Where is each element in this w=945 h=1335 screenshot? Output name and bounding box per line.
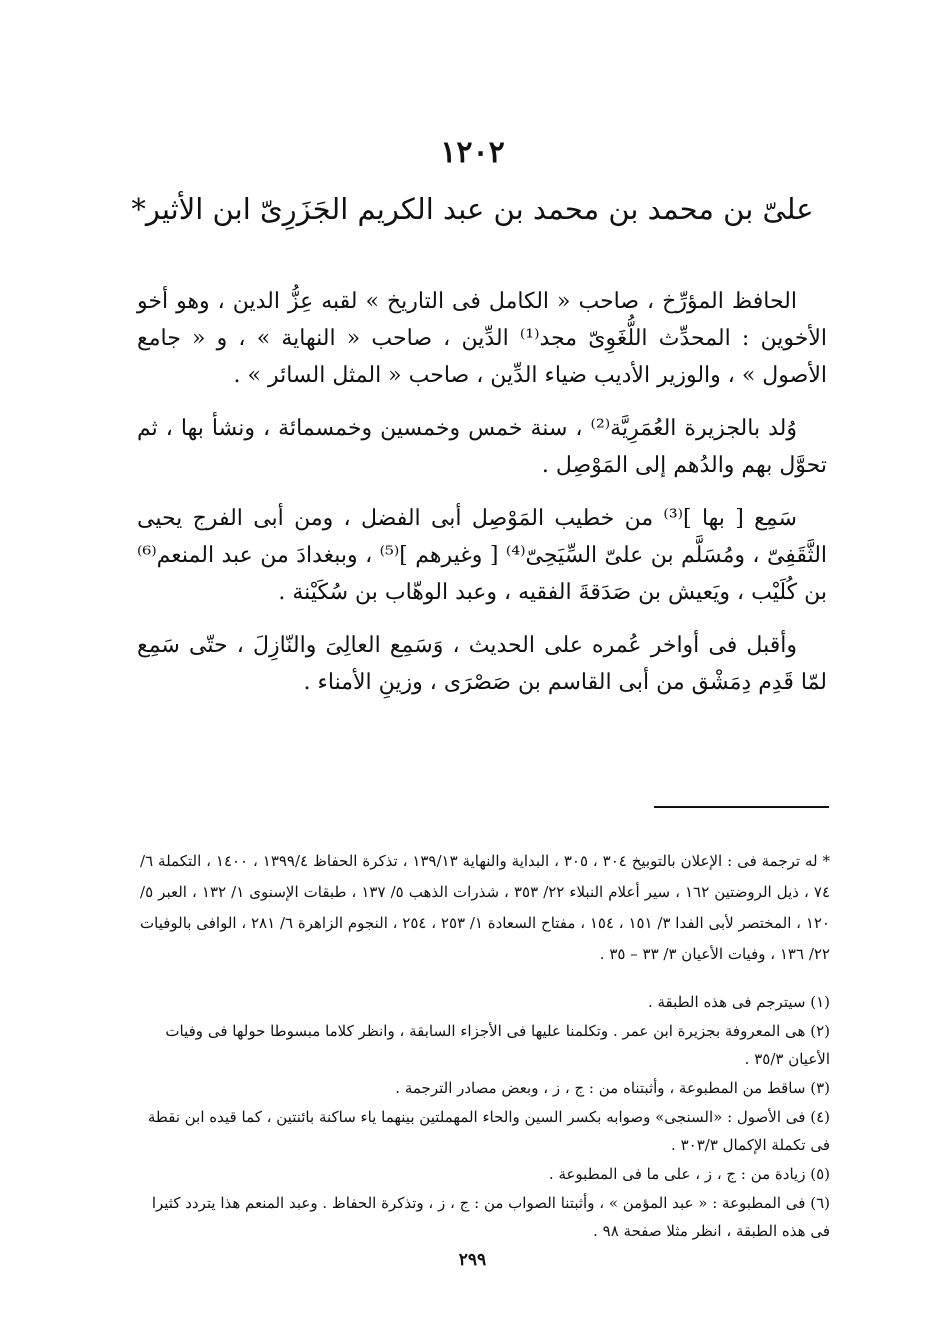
paragraph: وأقبل فى أواخر عُمره على الحديث ، وَسَمِع العالِىَ والنّازِلَ ، حتّى سَمِع لمّا قَدِم دِمَشْق من أبى القاسم بن صَصْرَى ، وزينِ الأمناء .: [137, 633, 827, 695]
sources-note: * له ترجمة فى : الإعلان بالتوبيخ ٣٠٤ ، ٣٠٥ ، البداية والنهاية ١٣٩/١٣ ، تذكرة الحفاظ ١٣٩٩/٤ ، ١٤٠٠ ، التكملة ٦/ ٧٤ ، ذيل الروضتين ١٦٢ ، سير أعلام النبلاء ٢٢/ ٣٥٣ ، شذرات الذهب ٥/ ١٣٧ ، طبقات الإسنوى ١/ ١٣٢ ، العبر ٥/ ١٢٠ ، المختصر لأبى الفدا ٣/ ١٥١ ، ١٥٤ ، مفتاح السعادة ١/ ٢٥٣ ، ٢٥٤ ، النجوم الزاهرة ٦/ ٢٨١ ، الوافى بالوفيات ٢٢/ ١٣٦ ، وفيات الأعيان ٣/ ٣٣ – ٣٥ .: [140, 852, 831, 963]
footnote: (١) سيترجم فى هذه الطبقة .: [647, 993, 830, 1011]
paragraph: الحافظ المؤرِّخ ، صاحب « الكامل فى التاريخ » لقبه عِزُّ الدين ، وهو أخو الأخوين : المحدِّث اللُّغَوِىّ مجد⁽¹⁾ الدِّين ، صاحب « النهاية » ، و « جامع الأصول » ، والوزير الأديب ضياء الدِّين ، صاحب « المثل السائر » .: [137, 289, 827, 388]
footnote: (٣) ساقط من المطبوعة ، وأثبتناه من : ج ، ز ، وبعض مصادر الترجمة .: [395, 1079, 830, 1097]
paragraph: وُلد بالجزيرة العُمَرِيَّة⁽²⁾ ، سنة خمس وخمسين وخمسمائة ، ونشأ بها ، ثم تحوَّل بهم والدُهم إلى المَوْصِل .: [137, 416, 827, 478]
footnotes-list: [140, 988, 830, 1246]
biography-text: [137, 283, 827, 717]
entry-number: ١٢٠٢: [440, 135, 505, 170]
footnote: (٥) زيادة من : ج ، ز ، على ما فى المطبوعة .: [548, 1165, 830, 1183]
footnote-divider: [654, 806, 829, 808]
entry-title: علىّ بن محمد بن محمد بن عبد الكريم الجَزَرِىّ ابن الأثير*: [131, 192, 814, 226]
footnote: (٤) فى الأصول : «السنجى» وصوابه بكسر السين والحاء المهملتين بينهما ياء ساكنة بائنتين ، كما قيده ابن نقطة فى تكملة الإكمال ٣٠٣/٣ .: [147, 1108, 830, 1154]
page-number: ٢٩٩: [458, 1250, 487, 1270]
footnote: (٢) هى المعروفة بجزيرة ابن عمر . وتكلمنا عليها فى الأجزاء السابقة ، وانظر كلاما مبسوطا حولها فى وفيات الأعيان ٣٥/٣ .: [165, 1022, 830, 1068]
paragraph: سَمِع [ بها ]⁽³⁾ من خطيب المَوْصِل أبى الفضل ، ومن أبى الفرج يحيى الثَّقَفِىّ ، ومُسَلَّم بن علىّ السِّيَحِىّ⁽⁴⁾ [ وغيرهم ]⁽⁵⁾ ، وببغدادَ من عبد المنعم⁽⁶⁾ بن كُلَيْب ، ويَعيش بن صَدَقةَ الفقيه ، وعبد الوهّاب بن سُكَيْنة .: [137, 506, 828, 605]
footnote: (٦) فى المطبوعة : « عبد المؤمن » ، وأثبتنا الصواب من : ج ، ز ، وتذكرة الحفاظ . وعبد المنعم هذا يتردد كثيرا فى هذه الطبقة ، انظر مثلا صفحة ٩٨ .: [151, 1194, 830, 1240]
